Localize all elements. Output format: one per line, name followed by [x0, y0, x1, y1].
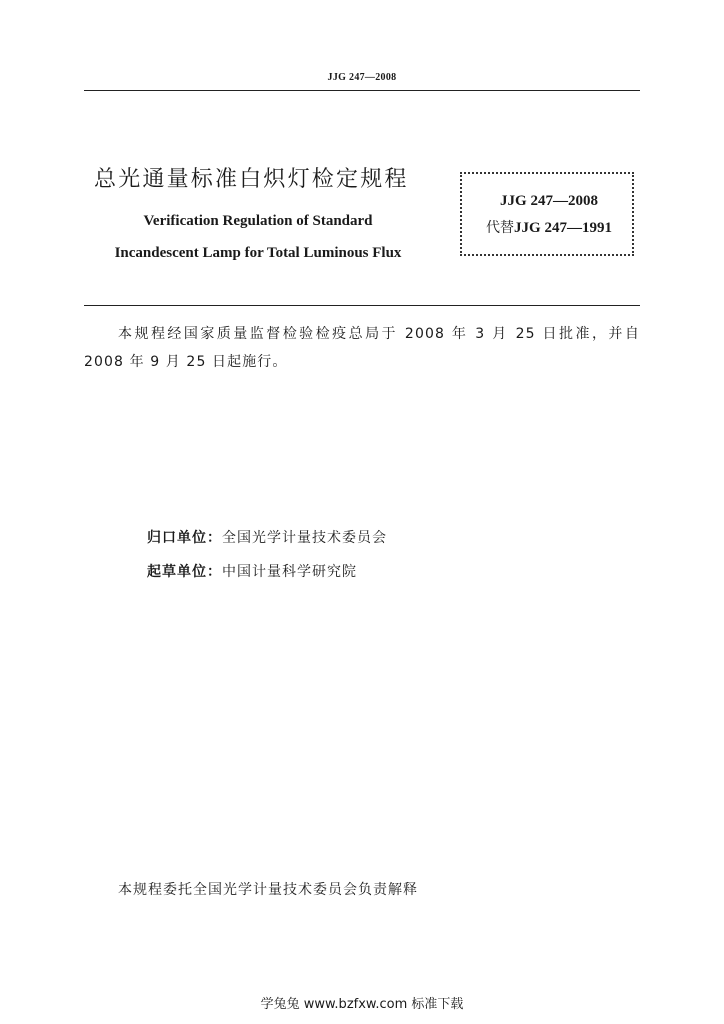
title-english-line2: Incandescent Lamp for Total Luminous Flux — [114, 245, 402, 261]
responsible-unit-row — [147, 527, 387, 547]
drafting-unit-value: 中国计量科学研究院 — [222, 564, 357, 580]
approval-paragraph: 本规程经国家质量监督检验检疫总局于 2008 年 3 月 25 日批准，并自 2008 年 9 月 25 日起施行。 — [84, 326, 640, 370]
interpretation-note: 本规程委托全国光学计量技术委员会负责解释 — [118, 882, 418, 898]
replaces-line — [462, 217, 636, 237]
running-head-code: JJG 247—2008 — [327, 72, 397, 83]
drafting-unit-label: 起草单位： — [147, 564, 222, 580]
source-watermark: 学兔兔 www.bzfxw.com 标准下载 — [260, 997, 464, 1012]
standard-code: JJG 247—2008 — [500, 193, 598, 209]
responsible-unit-label: 归口单位： — [147, 530, 222, 546]
responsible-unit-value: 全国光学计量技术委员会 — [222, 530, 387, 546]
replaces-label: 代替 — [486, 220, 515, 236]
title-chinese: 总光通量标准白炽灯检定规程 — [94, 167, 409, 192]
replaces-code: JJG 247—1991 — [514, 220, 612, 236]
header-rule — [84, 90, 640, 91]
drafting-unit-row — [147, 561, 357, 581]
title-rule — [84, 305, 640, 306]
standard-code-box — [460, 172, 634, 256]
title-english-line1: Verification Regulation of Standard — [143, 213, 373, 229]
